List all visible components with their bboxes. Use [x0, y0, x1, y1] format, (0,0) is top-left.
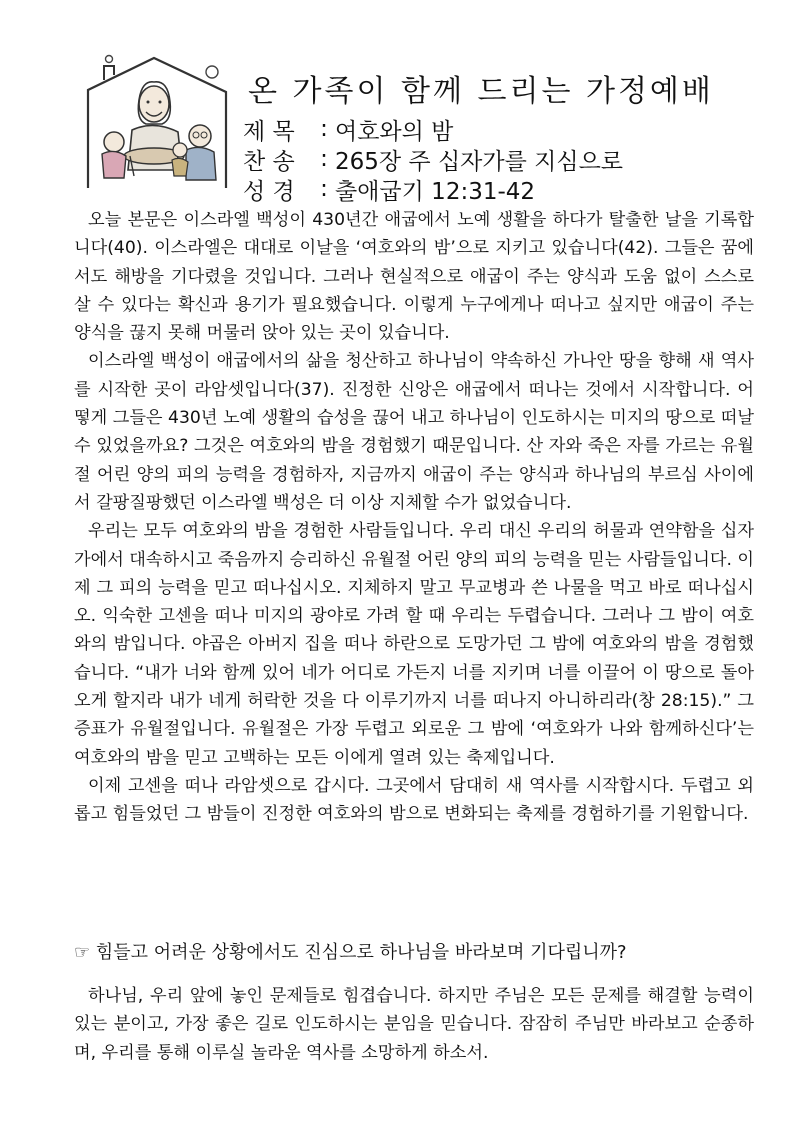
service-info	[243, 114, 623, 204]
hymn-value: 265장 주 십자가를 지심으로	[335, 148, 624, 175]
scripture-row	[243, 174, 623, 204]
subject-row	[243, 114, 623, 144]
hymn-label: 찬 송	[243, 148, 295, 175]
sermon-paragraph: 오늘 본문은 이스라엘 백성이 430년간 애굽에서 노예 생활을 하다가 탈출한 날을 기록합니다(40). 이스라엘은 대대로 이날을 ‘여호와의 밤’으로 지키고 있습니다(42). 그들은 꿈에서도 해방을 기다렸을 것입니다. 그러나 현실적으로 애굽이 주는 양식과 도움 없이 스스로 살 수 있다는 확신과 용기가 필요했습니다. 이렇게 누구에게나 떠나고 싶지만 애굽이 주는 양식을 끊지 못해 머물러 앉아 있는 곳이 있습니다.	[74, 210, 754, 344]
page-title: 온 가족이 함께 드리는 가정예배	[248, 74, 714, 109]
hymn-row	[243, 144, 623, 174]
prayer-text: 하나님, 우리 앞에 놓인 문제들로 힘겹습니다. 하지만 주님은 모든 문제를 해결할 능력이 있는 분이고, 가장 좋은 길로 인도하시는 분임을 믿습니다. 잠잠히 주님만 바라보고 순종하며, 우리를 통해 이루실 놀라운 역사를 소망하게 하소서.	[74, 986, 754, 1063]
colon: :	[320, 146, 328, 172]
colon: :	[320, 176, 328, 202]
sermon-body	[74, 206, 754, 829]
reflection-question: ☞ 힘들고 어려운 상황에서도 진심으로 하나님을 바라보며 기다립니까?	[74, 942, 627, 963]
sermon-paragraph: 이제 고센을 떠나 라암셋으로 갑시다. 그곳에서 담대히 새 역사를 시작합시다. 두렵고 외롭고 힘들었던 그 밤들이 진정한 여호와의 밤으로 변화되는 축제를 경험하기를 기원합니다.	[74, 775, 754, 825]
subject-value: 여호와의 밤	[335, 118, 454, 145]
prayer-section	[74, 982, 754, 1067]
family-worship-illustration	[82, 50, 232, 190]
scripture-value: 출애굽기 12:31-42	[335, 178, 536, 205]
subject-label: 제 목	[243, 118, 295, 145]
sermon-paragraph: 우리는 모두 여호와의 밤을 경험한 사람들입니다. 우리 대신 우리의 허물과 연약함을 십자가에서 대속하시고 죽음까지 승리하신 유월절 어린 양의 피의 능력을 믿는 사람들입니다. 이제 그 피의 능력을 믿고 떠나십시오. 지체하지 말고 무교병과 쓴 나물을 먹고 바로 떠나십시오. 익숙한 고센을 떠나 미지의 광야로 가려 할 때 우리는 두렵습니다. 그러나 그 밤이 여호와의 밤입니다. 야곱은 아버지 집을 떠나 하란으로 도망가던 그 밤에 여호와의 밤을 경험했습니다. “내가 너와 함께 있어 네가 어디로 가든지 너를 지키며 너를 이끌어 이 땅으로 돌아오게 할지라 내가 네게 허락한 것을 다 이루기까지 너를 떠나지 아니하리라(창 28:15).” 그 증표가 유월절입니다. 유월절은 가장 두렵고 외로운 그 밤에 ‘여호와가 나와 함께하신다’는 여호와의 밤을 믿고 고백하는 모든 이에게 열려 있는 축제입니다.	[74, 521, 754, 768]
colon: :	[320, 116, 328, 142]
scripture-label: 성 경	[243, 178, 295, 205]
sermon-paragraph: 이스라엘 백성이 애굽에서의 삶을 청산하고 하나님이 약속하신 가나안 땅을 향해 새 역사를 시작한 곳이 라암셋입니다(37). 진정한 신앙은 애굽에서 떠나는 것에서 시작합니다. 어떻게 그들은 430년 노예 생활의 습성을 끊어 내고 하나님이 인도하시는 미지의 땅으로 떠날 수 있었을까요? 그것은 여호와의 밤을 경험했기 때문입니다. 산 자와 죽은 자를 가르는 유월절 어린 양의 피의 능력을 경험하자, 지금까지 애굽이 주는 양식과 하나님의 부르심 사이에서 갈팡질팡했던 이스라엘 백성은 더 이상 지체할 수가 없었습니다.	[74, 351, 754, 513]
